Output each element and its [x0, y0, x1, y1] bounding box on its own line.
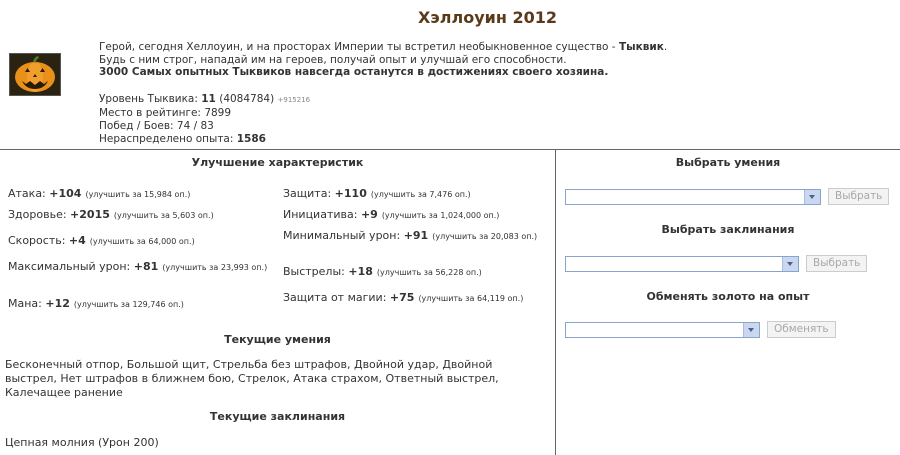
pet-stats	[99, 93, 310, 146]
stat-value: +81	[133, 260, 159, 273]
spells-heading: Текущие заклинания	[209, 410, 346, 423]
intro-line-1-end: .	[663, 41, 668, 53]
stat-value: +9	[360, 208, 378, 221]
upgrade-link[interactable]: (улучшить за 15,984 оп.)	[85, 190, 191, 199]
stat-name: Защита:	[283, 187, 332, 200]
upgrade-link[interactable]: (улучшить за 7,476 оп.)	[370, 190, 471, 199]
unallocated-value: 1586	[236, 133, 266, 145]
choose-spells-heading: Выбрать заклинания	[661, 223, 795, 236]
stat-name: Выстрелы:	[283, 265, 345, 278]
stat-value: +12	[45, 297, 70, 310]
exp-gain: +915216	[277, 96, 311, 104]
upgrade-link[interactable]: (улучшить за 20,083 оп.)	[432, 232, 538, 241]
chevron-down-icon	[782, 257, 798, 271]
skills-heading: Текущие умения	[224, 333, 331, 346]
stat-initiative	[283, 208, 499, 222]
page-title: Хэллоуин 2012	[417, 8, 558, 27]
upgrade-link[interactable]: (улучшить за 129,746 оп.)	[73, 300, 184, 309]
improve-heading: Улучшение характеристик	[191, 156, 364, 169]
stat-shots	[283, 265, 482, 279]
upgrade-link[interactable]: (улучшить за 56,228 оп.)	[376, 268, 482, 277]
stat-max-damage	[8, 260, 278, 274]
upgrade-link[interactable]: (улучшить за 23,993 оп.)	[162, 263, 268, 272]
choose-spell-button[interactable]: Выбрать	[806, 255, 867, 272]
chevron-down-icon	[804, 190, 820, 204]
intro-line-3: 3000 Самых опытных Тыквиков навсегда останутся в достижениях своего хозяина.	[99, 66, 609, 78]
skills-list: Бесконечный отпор, Большой щит, Стрельба без штрафов, Двойной удар, Двойной выстрел, Нет штрафов в ближнем бою, Стрелок, Атака страхом, Ответный выстрел, Калечащее ранение	[5, 358, 499, 399]
gold-select[interactable]	[565, 322, 760, 338]
stat-value: +4	[68, 234, 86, 247]
upgrade-link[interactable]: (улучшить за 1,024,000 оп.)	[381, 211, 500, 220]
divider-horizontal	[0, 149, 900, 150]
spells-select[interactable]	[565, 256, 799, 272]
pumpkin-avatar	[9, 53, 61, 96]
stat-defense	[283, 187, 471, 201]
stat-name: Защита от магии:	[283, 291, 387, 304]
stat-value: +91	[403, 229, 429, 242]
level-value: 11	[201, 93, 216, 105]
stat-min-damage	[283, 229, 553, 243]
unallocated-label: Нераспределено опыта:	[99, 133, 234, 145]
stat-health	[8, 208, 214, 222]
intro-line-1: Герой, сегодня Хеллоуин, и на просторах Империи ты встретил необыкновенное существо -	[99, 41, 619, 53]
stat-name: Мана:	[8, 297, 42, 310]
gold-exchange-heading: Обменять золото на опыт	[646, 290, 810, 303]
exp-value: (4084784)	[219, 93, 275, 105]
stat-value: +2015	[70, 208, 110, 221]
intro-pet-name: Тыквик	[618, 41, 664, 53]
wins-label: Побед / Боев:	[99, 120, 174, 132]
choose-skills-heading: Выбрать умения	[675, 156, 781, 169]
intro-line-2: Будь с ним строг, нападай им на героев, получай опыт и улучшай его способности.	[99, 53, 567, 66]
exchange-button[interactable]: Обменять	[767, 321, 836, 338]
stat-value: +104	[49, 187, 82, 200]
chevron-down-icon	[743, 323, 759, 337]
stat-name: Максимальный урон:	[8, 260, 131, 273]
stat-speed	[8, 234, 195, 248]
stat-value: +110	[334, 187, 367, 200]
stat-name: Атака:	[8, 187, 46, 200]
intro-text	[99, 41, 667, 79]
stat-value: +75	[389, 291, 415, 304]
stat-name: Скорость:	[8, 234, 66, 247]
skills-select[interactable]	[565, 189, 821, 205]
rank-value: 7899	[204, 107, 232, 119]
stat-name: Здоровье:	[8, 208, 67, 221]
choose-skill-button[interactable]: Выбрать	[828, 188, 889, 205]
stat-value: +18	[348, 265, 373, 278]
stat-attack	[8, 187, 190, 201]
level-label: Уровень Тыквика:	[99, 93, 198, 105]
upgrade-link[interactable]: (улучшить за 5,603 оп.)	[113, 211, 214, 220]
upgrade-link[interactable]: (улучшить за 64,119 оп.)	[418, 294, 524, 303]
stat-mana	[8, 297, 184, 311]
spells-list: Цепная молния (Урон 200)	[5, 436, 159, 449]
rank-label: Место в рейтинге:	[99, 107, 201, 119]
stat-name: Инициатива:	[283, 208, 358, 221]
upgrade-link[interactable]: (улучшить за 64,000 оп.)	[89, 237, 195, 246]
stat-name: Минимальный урон:	[283, 229, 401, 242]
stat-magic-defense	[283, 291, 553, 305]
wins-value: 74 / 83	[176, 120, 214, 132]
